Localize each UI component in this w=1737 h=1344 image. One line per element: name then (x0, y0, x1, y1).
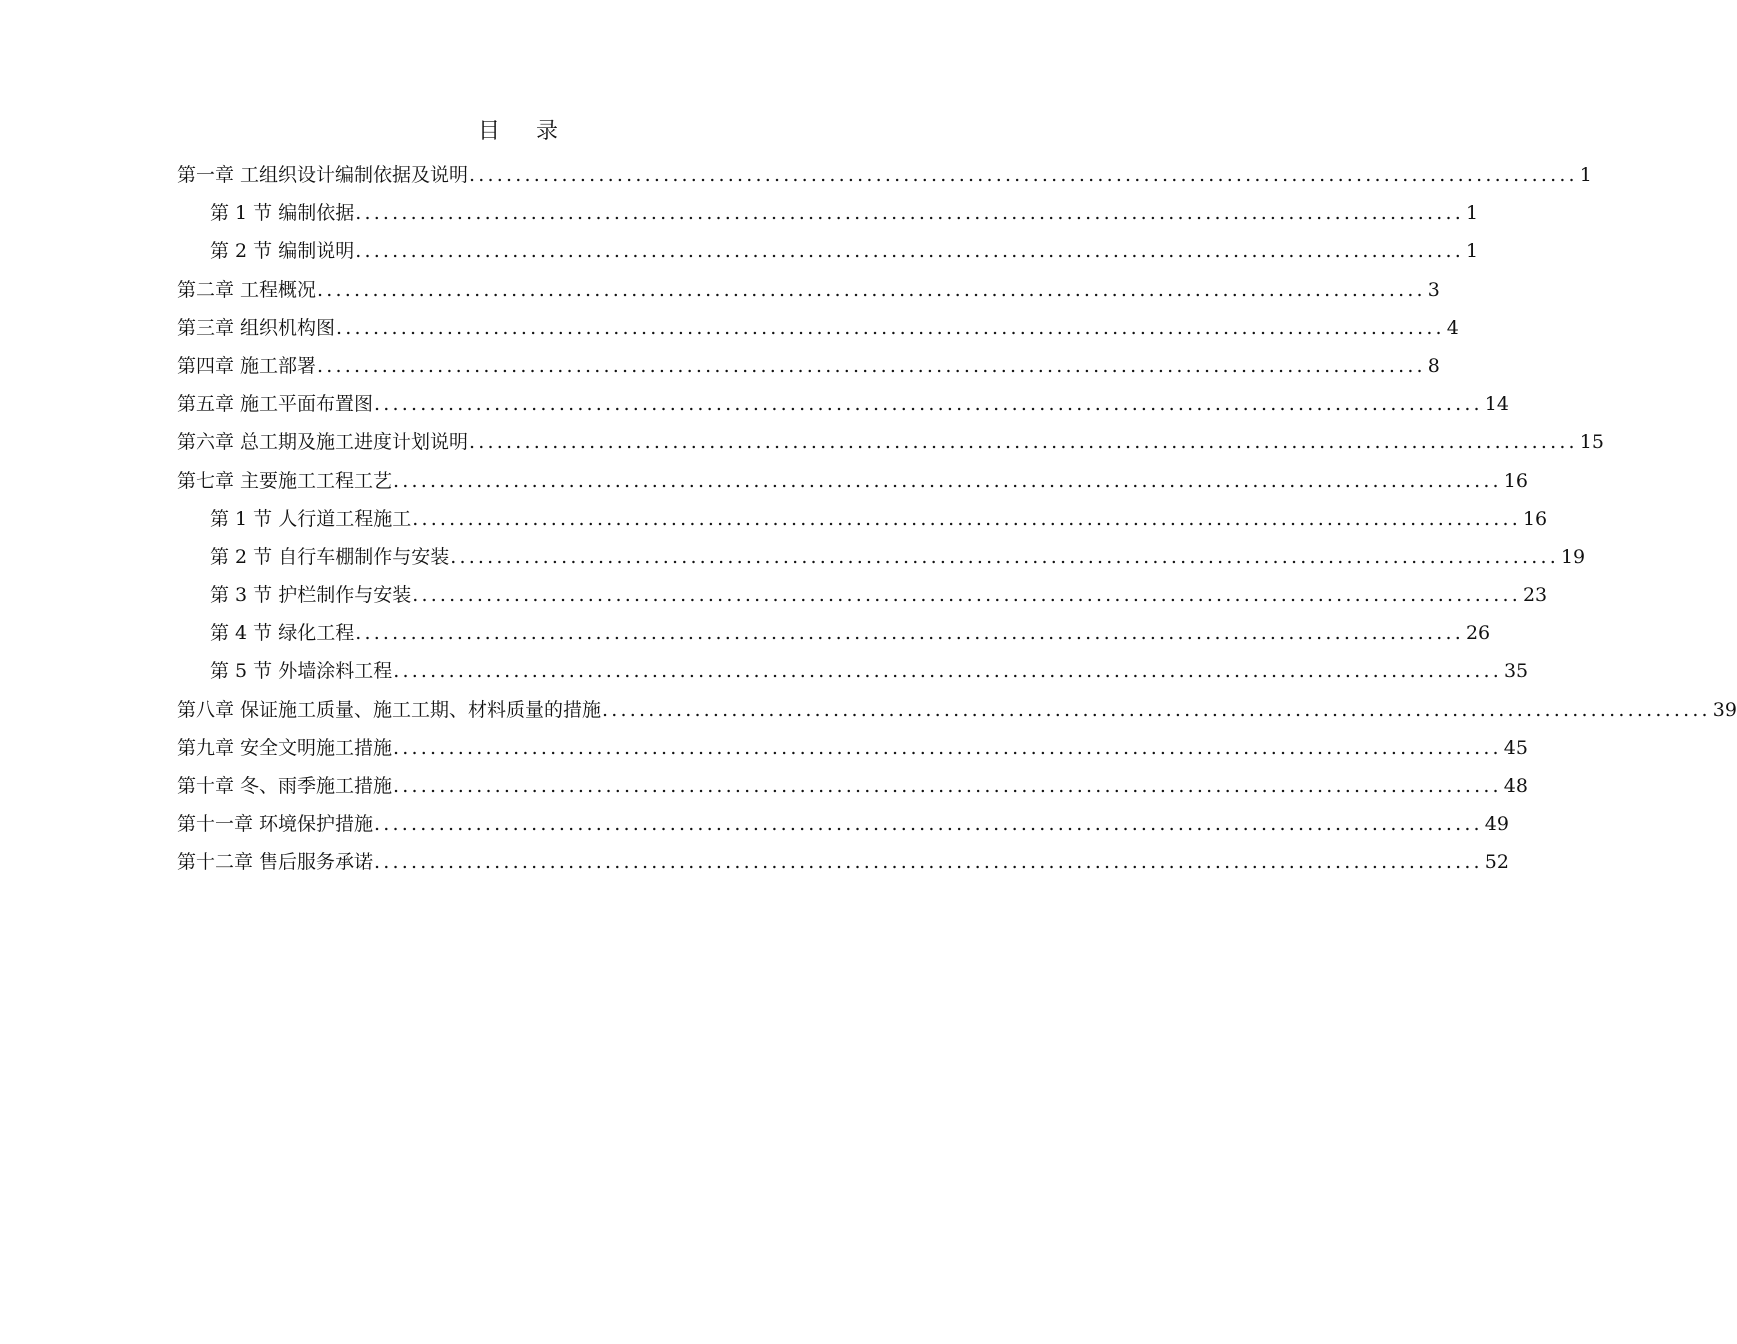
toc-chapter-entry[interactable] (177, 423, 1604, 461)
toc-page-number: 52 (1484, 851, 1509, 874)
toc-dot-leader: ........................................................................................................................ (393, 660, 1502, 683)
toc-page-number: 16 (1522, 507, 1548, 530)
toc-chapter-entry[interactable] (177, 156, 1592, 194)
toc-dot-leader: ........................................................................................................................ (469, 431, 1578, 454)
toc-page-number: 48 (1503, 775, 1528, 797)
toc-entry-label: 第四章 施工部署 (177, 354, 317, 377)
toc-page-number: 3 (1427, 278, 1440, 301)
toc-chapter-entry[interactable] (177, 385, 1509, 423)
toc-section-entry[interactable] (177, 194, 1479, 232)
toc-page-number: 1 (1465, 240, 1479, 263)
toc-entry-label: 第八章 保证施工质量、施工工期、材料质量的措施 (177, 698, 602, 721)
toc-entry-label: 第 3 节 护栏制作与安装 (210, 584, 412, 607)
toc-dot-leader: ........................................................................................................................ (374, 851, 1483, 874)
toc-dot-leader: ........................................................................................................................ (393, 775, 1502, 797)
toc-entry-label: 第七章 主要施工工程工艺 (177, 469, 393, 492)
toc-page-number: 14 (1484, 393, 1509, 416)
toc-entry-label: 第 4 节 绿化工程 (210, 622, 355, 645)
toc-dot-leader: ........................................................................................................................ (355, 240, 1464, 263)
toc-entry-label: 第一章 工组织设计编制依据及说明 (177, 164, 469, 186)
toc-dot-leader: ........................................................................................................................ (374, 393, 1483, 416)
toc-dot-leader: ........................................................................................................................ (355, 202, 1464, 225)
toc-dot-leader: ........................................................................................................................ (412, 584, 1521, 607)
toc-chapter-entry[interactable] (177, 309, 1459, 347)
toc-entry-label: 第十一章 环境保护措施 (177, 813, 374, 836)
toc-entry-label: 第六章 总工期及施工进度计划说明 (177, 431, 469, 454)
toc-entry-label: 第 2 节 自行车棚制作与安装 (210, 545, 450, 568)
table-of-contents (177, 156, 1737, 882)
toc-chapter-entry[interactable] (177, 271, 1440, 309)
toc-page-number: 26 (1465, 622, 1491, 645)
toc-page-number: 16 (1503, 469, 1528, 492)
toc-entry-label: 第 2 节 编制说明 (210, 240, 355, 263)
toc-chapter-entry[interactable] (177, 462, 1528, 500)
toc-dot-leader: ........................................................................................................................ (412, 507, 1521, 530)
toc-page-number: 45 (1503, 736, 1528, 759)
toc-dot-leader: ........................................................................................................................ (602, 698, 1711, 721)
toc-entry-label: 第三章 组织机构图 (177, 316, 336, 339)
toc-dot-leader: ........................................................................................................................ (374, 813, 1483, 836)
toc-dot-leader: ........................................................................................................................ (336, 316, 1445, 339)
toc-page-number: 49 (1484, 813, 1509, 836)
toc-entry-label: 第 1 节 编制依据 (210, 202, 355, 225)
toc-page-number: 23 (1522, 584, 1548, 607)
toc-page-number: 15 (1579, 431, 1604, 454)
toc-dot-leader: ........................................................................................................................ (317, 354, 1426, 377)
toc-chapter-entry[interactable] (177, 691, 1737, 729)
toc-dot-leader: ........................................................................................................................ (450, 545, 1559, 568)
toc-section-entry[interactable] (177, 614, 1491, 652)
page-title-right: 录 (536, 119, 559, 144)
toc-entry-label: 第 1 节 人行道工程施工 (210, 507, 412, 530)
toc-section-entry[interactable] (177, 652, 1529, 690)
toc-entry-label: 第二章 工程概况 (177, 278, 317, 301)
toc-section-entry[interactable] (177, 538, 1586, 576)
toc-page-number: 19 (1560, 545, 1586, 568)
toc-dot-leader: ........................................................................................................................ (393, 736, 1502, 759)
toc-section-entry[interactable] (177, 232, 1479, 270)
toc-dot-leader: ........................................................................................................................ (469, 164, 1578, 186)
toc-chapter-entry[interactable] (177, 805, 1509, 843)
page-title-left: 目 (477, 119, 500, 144)
toc-page-number: 39 (1712, 698, 1737, 721)
toc-section-entry[interactable] (177, 576, 1548, 614)
toc-page-number: 35 (1503, 660, 1529, 683)
toc-entry-label: 第五章 施工平面布置图 (177, 393, 374, 416)
toc-page-number: 1 (1465, 202, 1479, 225)
toc-chapter-entry[interactable] (177, 843, 1509, 881)
toc-section-entry[interactable] (177, 500, 1548, 538)
toc-entry-label: 第 5 节 外墙涂料工程 (210, 660, 393, 683)
toc-dot-leader: ........................................................................................................................ (317, 278, 1426, 301)
toc-chapter-entry[interactable] (177, 729, 1528, 767)
toc-entry-label: 第十二章 售后服务承诺 (177, 851, 374, 874)
toc-entry-label: 第十章 冬、雨季施工措施 (177, 775, 393, 797)
toc-dot-leader: ........................................................................................................................ (393, 469, 1502, 492)
toc-page-number: 8 (1427, 354, 1440, 377)
toc-page-number: 4 (1446, 316, 1459, 339)
toc-entry-label: 第九章 安全文明施工措施 (177, 736, 393, 759)
page-title (0, 116, 1036, 148)
toc-page-number: 1 (1579, 164, 1592, 186)
toc-chapter-entry[interactable] (177, 767, 1528, 805)
toc-chapter-entry[interactable] (177, 347, 1440, 385)
toc-dot-leader: ........................................................................................................................ (355, 622, 1464, 645)
